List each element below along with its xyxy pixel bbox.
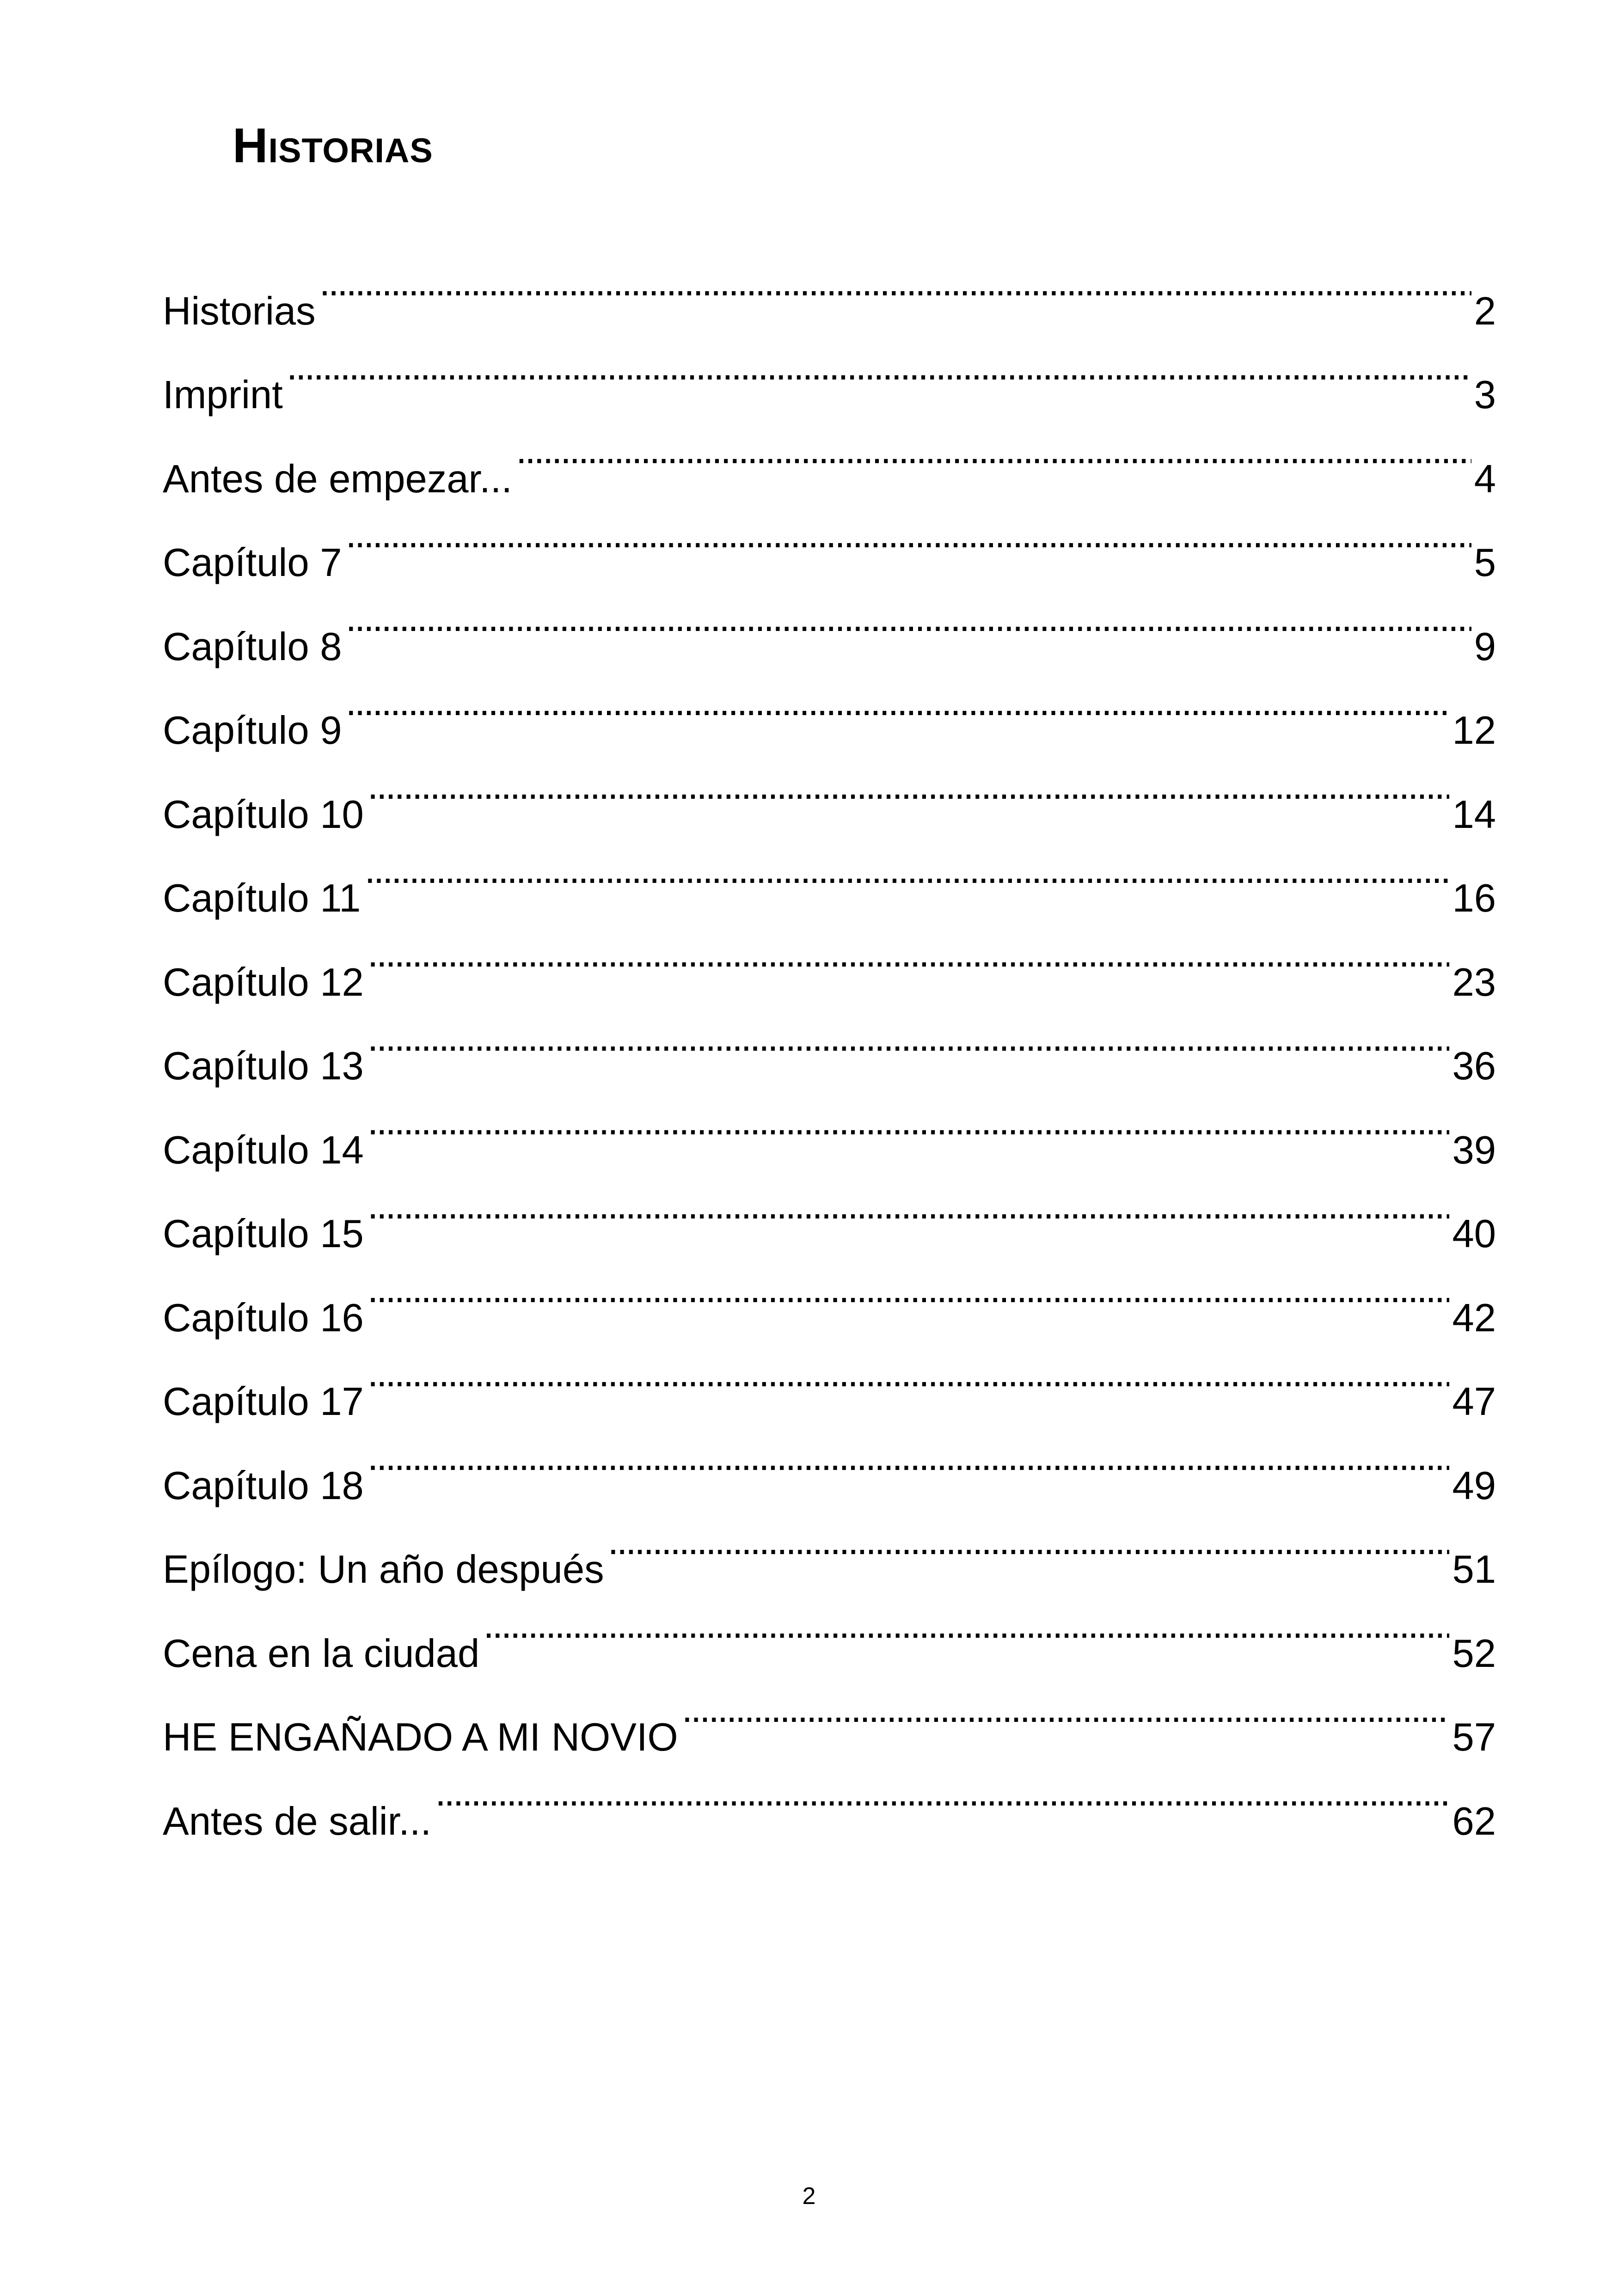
toc-entry-page: 62 [1452, 1799, 1496, 1843]
toc-entry-title: Capítulo 12 [163, 960, 364, 1004]
toc-entry-page: 14 [1452, 792, 1496, 837]
toc-entry-page: 49 [1452, 1463, 1496, 1508]
toc-entry-title: Epílogo: Un año después [163, 1548, 604, 1592]
toc-entry-title: Capítulo 10 [163, 792, 364, 837]
toc-entry-title: Capítulo 15 [163, 1212, 364, 1256]
toc-dot-leader [368, 1331, 1450, 1415]
toc-entry-title: Capítulo 7 [163, 541, 342, 585]
toc-dot-leader [608, 1499, 1450, 1583]
toc-entry-title: Capítulo 16 [163, 1296, 364, 1340]
toc-entry-title: Capítulo 9 [163, 709, 342, 753]
toc-dot-leader [345, 660, 1449, 744]
toc-entry-page: 40 [1452, 1212, 1496, 1256]
page-number: 2 [802, 2183, 816, 2210]
toc-dot-leader [368, 912, 1450, 996]
toc-dot-leader [516, 408, 1471, 492]
toc-entry-page: 5 [1474, 541, 1496, 585]
toc-entry-title: Capítulo 17 [163, 1380, 364, 1424]
toc-entry-page: 47 [1452, 1380, 1496, 1424]
toc-dot-leader [368, 1415, 1450, 1499]
toc-entry[interactable] [163, 492, 1496, 585]
toc-entry-page: 3 [1474, 373, 1496, 417]
toc-dot-leader [368, 1079, 1450, 1163]
toc-dot-leader [368, 744, 1450, 828]
toc-entry-page: 36 [1452, 1044, 1496, 1088]
toc-entry[interactable] [163, 240, 1496, 333]
toc-dot-leader [368, 1163, 1450, 1248]
toc-entry-page: 42 [1452, 1296, 1496, 1340]
toc-entry-title: Historias [163, 289, 316, 333]
toc-entry-title: HE ENGAÑADO A MI NOVIO [163, 1715, 678, 1759]
toc-entry-page: 2 [1474, 289, 1496, 333]
toc-entry-page: 23 [1452, 960, 1496, 1004]
toc-entry-title: Capítulo 8 [163, 625, 342, 669]
toc-entry-title: Imprint [163, 373, 283, 417]
toc-entry-title: Capítulo 18 [163, 1463, 364, 1508]
toc-entry-title: Antes de empezar... [163, 457, 512, 501]
toc-dot-leader [368, 1247, 1450, 1331]
toc-dot-leader [682, 1667, 1450, 1751]
toc-dot-leader [368, 996, 1450, 1080]
toc-entry-page: 57 [1452, 1715, 1496, 1759]
toc-dot-leader [483, 1583, 1449, 1667]
toc-entry-page: 9 [1474, 625, 1496, 669]
toc-entry-page: 39 [1452, 1128, 1496, 1172]
toc-entry-page: 12 [1452, 709, 1496, 753]
toc-dot-leader [364, 828, 1449, 912]
toc-entry-title: Cena en la ciudad [163, 1631, 480, 1676]
toc-entry[interactable] [163, 325, 1496, 417]
toc-dot-leader [435, 1751, 1449, 1835]
table-of-contents [163, 240, 1496, 1843]
toc-entry-title: Capítulo 11 [163, 876, 361, 920]
toc-dot-leader [345, 492, 1471, 576]
toc-dot-leader [319, 240, 1471, 325]
toc-entry[interactable] [163, 660, 1496, 753]
toc-entry-title: Antes de salir... [163, 1799, 432, 1843]
toc-entry[interactable] [163, 408, 1496, 501]
toc-dot-leader [345, 576, 1471, 660]
toc-entry-page: 16 [1452, 876, 1496, 920]
toc-entry[interactable] [163, 576, 1496, 669]
toc-entry-title: Capítulo 13 [163, 1044, 364, 1088]
toc-entry[interactable] [163, 744, 1496, 837]
toc-dot-leader [287, 325, 1471, 409]
toc-entry-page: 51 [1452, 1548, 1496, 1592]
page-title: Historias [233, 118, 433, 173]
toc-entry-page: 4 [1474, 457, 1496, 501]
toc-entry-page: 52 [1452, 1631, 1496, 1676]
toc-entry-title: Capítulo 14 [163, 1128, 364, 1172]
